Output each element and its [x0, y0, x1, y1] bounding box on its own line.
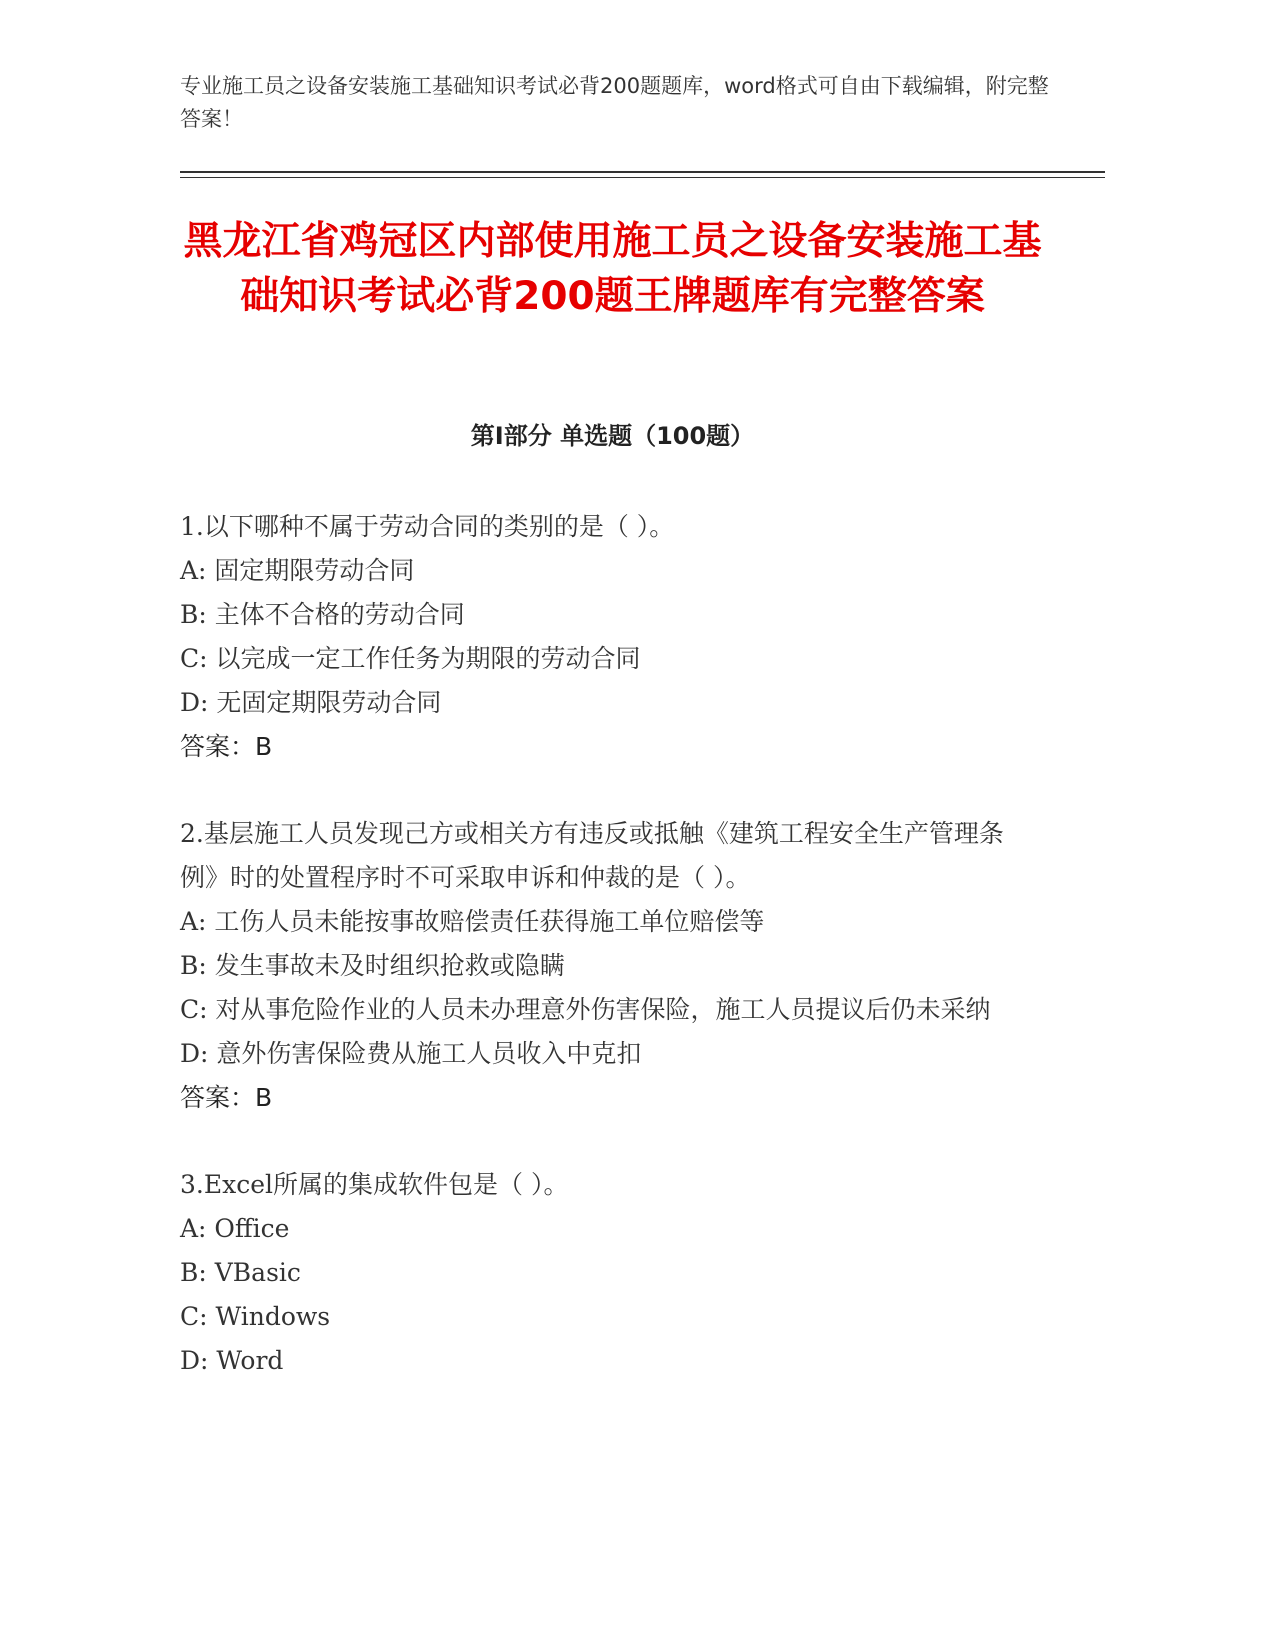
- option-c: C: Windows: [180, 1302, 331, 1331]
- document-title: 黑龙江省鸡冠区内部使用施工员之设备安装施工基础知识考试必背200题王牌题库有完整答案: [183, 219, 1042, 319]
- option-b: B: 发生事故未及时组织抢救或隐瞒: [180, 951, 565, 980]
- option-a: A: Office: [180, 1214, 290, 1243]
- option-d: D: Word: [180, 1346, 284, 1375]
- header-divider-thick: [180, 171, 1105, 173]
- question-3: [180, 1163, 1040, 1383]
- answer: 答案：B: [180, 732, 273, 761]
- option-b: B: VBasic: [180, 1258, 301, 1287]
- header-note: 专业施工员之设备安装施工基础知识考试必背200题题库，word格式可自由下载编辑，附完整答案！: [180, 74, 1049, 131]
- option-a: A: 工伤人员未能按事故赔偿责任获得施工单位赔偿等: [180, 907, 765, 936]
- question-stem: 2.基层施工人员发现己方或相关方有违反或抵触《建筑工程安全生产管理条例》时的处置程序时不可采取申诉和仲裁的是（ ）。: [180, 819, 1004, 892]
- option-b: B: 主体不合格的劳动合同: [180, 600, 465, 629]
- section-heading: 第I部分 单选题（100题）: [470, 422, 755, 450]
- option-a: A: 固定期限劳动合同: [180, 556, 415, 585]
- question-2: [180, 812, 1040, 1120]
- option-c: C: 对从事危险作业的人员未办理意外伤害保险，施工人员提议后仍未采纳: [180, 995, 991, 1024]
- question-1: [180, 505, 1040, 769]
- question-list: [180, 505, 1040, 1426]
- header-divider-thin: [180, 177, 1105, 178]
- question-stem: 1.以下哪种不属于劳动合同的类别的是（ ）。: [180, 512, 675, 541]
- answer: 答案：B: [180, 1083, 273, 1112]
- option-d: D: 无固定期限劳动合同: [180, 688, 442, 717]
- question-stem: 3.Excel所属的集成软件包是（ ）。: [180, 1170, 569, 1199]
- option-c: C: 以完成一定工作任务为期限的劳动合同: [180, 644, 641, 673]
- option-d: D: 意外伤害保险费从施工人员收入中克扣: [180, 1039, 642, 1068]
